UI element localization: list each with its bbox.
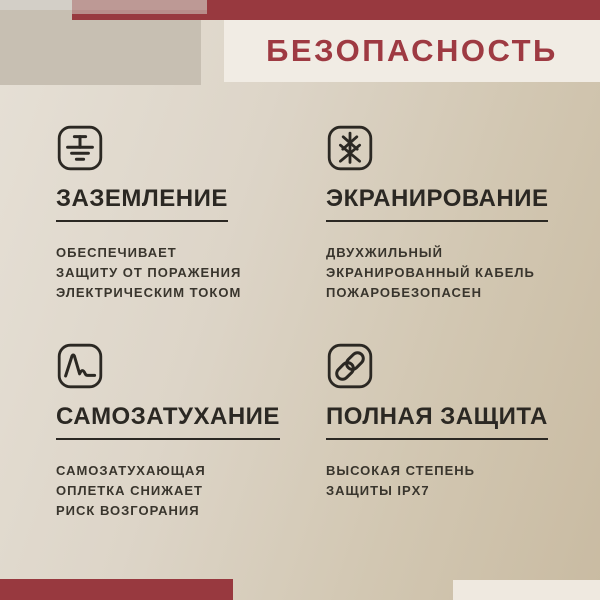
page-title: БЕЗОПАСНОСТЬ [266,33,558,68]
section-title-shielding: ЭКРАНИРОВАНИЕ [326,185,548,222]
body-line: ЗАЩИТЫ IPX7 [326,483,430,498]
section-title-grounding: ЗАЗЕМЛЕНИЕ [56,185,228,222]
body-line: ЭКРАНИРОВАННЫЙ КАБЕЛЬ [326,265,535,280]
body-line: ОПЛЕТКА СНИЖАЕТ [56,483,203,498]
body-line: ЗАЩИТУ ОТ ПОРАЖЕНИЯ [56,265,242,280]
section-title-full-protection: ПОЛНАЯ ЗАЩИТА [326,403,548,440]
decor-bottom-cream-rect [453,580,600,600]
body-line: РИСК ВОЗГОРАНИЯ [56,503,200,518]
body-line: ПОЖАРОБЕЗОПАСЕН [326,285,482,300]
header-title-panel [224,20,600,82]
body-line: ВЫСОКАЯ СТЕПЕНЬ [326,463,475,478]
braided-shield-icon [326,124,374,172]
damping-wave-icon [56,342,104,390]
section-title-self-extinguishing: САМОЗАТУХАНИЕ [56,403,280,440]
decor-gray-strip [0,0,72,10]
section-full-protection [326,342,578,501]
decor-pink-rect [72,0,207,14]
section-body-grounding [56,243,308,303]
section-self-extinguishing [56,342,308,521]
section-body-self-extinguishing [56,461,308,521]
body-line: ЭЛЕКТРИЧЕСКИМ ТОКОМ [56,285,242,300]
decor-bottom-red-rect [0,579,233,600]
body-line: ОБЕСПЕЧИВАЕТ [56,245,177,260]
ground-icon [56,124,104,172]
section-body-full-protection [326,461,578,501]
body-line: САМОЗАТУХАЮЩАЯ [56,463,206,478]
section-grounding [56,124,308,303]
chain-link-icon [326,342,374,390]
decor-red-top-block [207,0,600,10]
decor-gray-rect [0,10,201,85]
section-body-shielding [326,243,578,303]
body-line: ДВУХЖИЛЬНЫЙ [326,245,443,260]
section-shielding [326,124,578,303]
